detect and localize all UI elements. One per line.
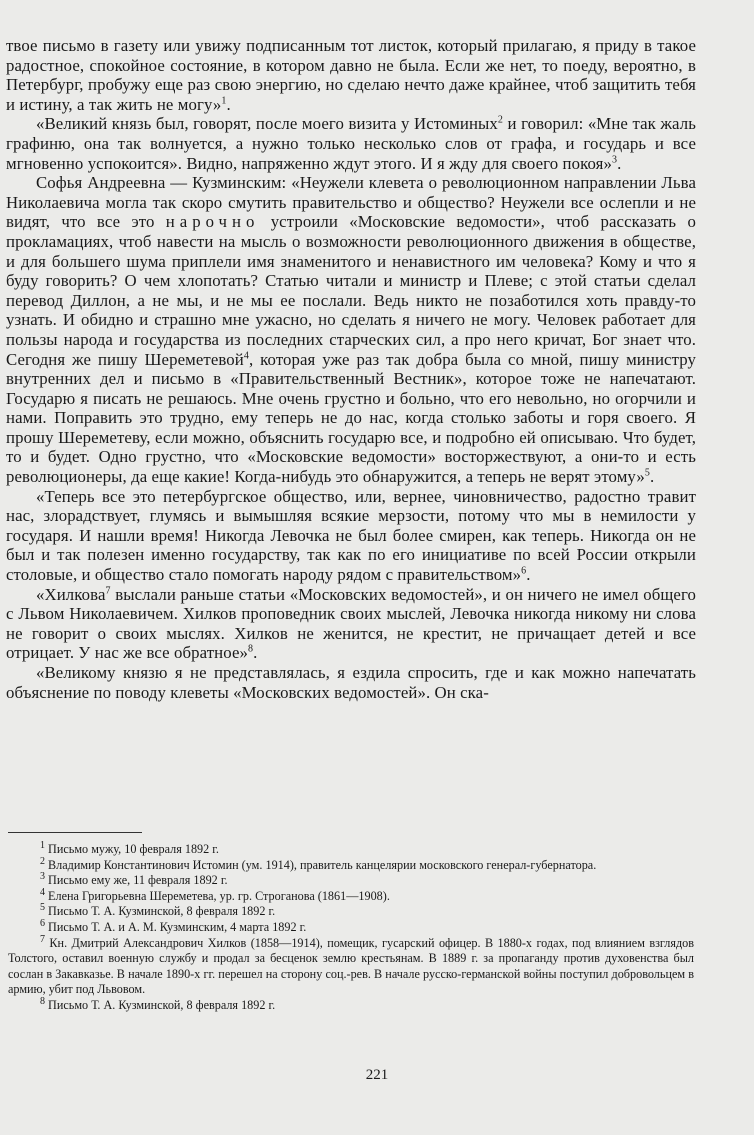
footnote-text: Письмо Т. А. и А. М. Кузминским, 4 марта 1892 г.	[48, 919, 307, 934]
footnote-text: Письмо ему же, 11 февраля 1892 г.	[48, 873, 228, 888]
footnote-number: 4	[40, 886, 45, 898]
page-number: 221	[365, 1067, 389, 1083]
footnote-separator	[8, 832, 142, 833]
footnote-text: Владимир Константинович Истомин (ум. 1914), правитель канцелярии московского генерал-губернатора.	[48, 857, 597, 872]
paragraph	[6, 585, 696, 663]
footnote	[8, 995, 694, 1014]
footnote-number: 8	[40, 995, 45, 1007]
footnote	[8, 839, 694, 858]
footnote-ref: 3	[611, 153, 618, 165]
text-run: .	[526, 565, 531, 585]
footnote-number: 1	[40, 839, 45, 851]
footnote	[8, 886, 694, 905]
footnote-ref: 2	[497, 114, 504, 126]
text-run: Софья Андреевна — Кузминским: «Неужели клевета о революционном направлении Льва Николаевича могла так скоро смутить правительство и общество? Неужели все ослепли и не видят, что все это	[6, 173, 696, 232]
footnote-number: 3	[40, 871, 45, 883]
paragraph	[6, 114, 696, 173]
footnote-ref: 4	[243, 349, 249, 361]
footnote-text: Письмо мужу, 10 февраля 1892 г.	[48, 842, 219, 856]
text-run: «Хилкова	[36, 584, 106, 604]
footnote	[8, 855, 694, 874]
footnote	[8, 873, 694, 889]
spaced-emphasis: нарочно	[165, 212, 260, 232]
footnote-ref: 7	[105, 585, 111, 597]
footnote	[8, 917, 694, 936]
footnote-ref: 1	[221, 95, 227, 107]
footnote-text: Елена Григорьевна Шереметева, ур. гр. Строганова (1861—1908).	[48, 888, 390, 903]
text-run: «Теперь все это петербургское общество, или, вернее, чиновничество, радостно травит нас, злорадствует, глумясь и вымышляя всякие мерзости, потому что мы в немилости у государя. И нашли время! Никогда Левочка не был более смирен, как теперь. Никогда он не был и так полезен именно государству, так как по его инициативе по всей России открыли столовые, и общество стало помогать народу рядом с правительством»	[6, 486, 696, 585]
footnote	[8, 904, 694, 920]
text-run: «Великому князю я не представлялась, я ездила спросить, где и как можно напечатать объяснение по поводу клеветы «Московских ведомостей». Он ска-	[6, 663, 696, 702]
paragraph	[6, 173, 696, 487]
text-run: .	[617, 153, 622, 173]
text-run: .	[226, 94, 231, 114]
text-run: .	[253, 643, 258, 663]
text-run: «Великий князь был, говорят, после моего визита у Истоминых	[36, 114, 498, 134]
footnote-text: Письмо Т. А. Кузминской, 8 февраля 1892 г.	[48, 904, 276, 919]
footnote-number: 6	[40, 917, 45, 929]
footnote-text: Письмо Т. А. Кузминской, 8 февраля 1892 г.	[48, 997, 276, 1012]
paragraph	[6, 36, 696, 114]
text-run: устроили «Московские ведомости», чтоб рассказать о прокламациях, чтоб навести на мысль о возможности революционного движения в обществе, и для большего шума приплели имя знаменитого и ненавистного им человека? Кому и что я буду говорить? О чем хлопотать? Статью читали и министр и Плеве; с этой статьи сделал перевод Диллон, а не мы, и не мы ее послали. Ведь никто не позаботился хоть правду-то узнать. И обидно и страшно мне ужасно, но сделать я ничего не могу. Человек работает для пользы народа и государства из последних старческих сил, а про него кричат, Бог знает что. Сегодня же пишу Шереметевой	[6, 212, 696, 369]
footnotes-block	[8, 839, 695, 1014]
footnote	[8, 933, 695, 998]
paragraph	[6, 663, 696, 702]
text-run: выслали раньше статьи «Московских ведомостей», и он ничего не имел общего с Львом Николаевичем. Хилков проповедник своих мыслей, Левочка никогда никому ни слова не говорит о своих мыслях. Хилков не женится, не крестит, не причащает детей и все отрицает. У нас же все обратное»	[6, 584, 696, 663]
footnote-number: 7	[40, 933, 45, 945]
text-run: .	[649, 467, 655, 487]
footnote-text: Кн. Дмитрий Александрович Хилков (1858—1914), помещик, гусарский офицер. В 1880-х годах, под влиянием взглядов Толстого, оставил военную службу и продал за бесценок землю крестьянам. В 1889 г. за пропаганду против духовенства был сослан в Закавказье. В начале 1890-х гг. перешел на сторону соц.-рев. В начале русско-германской войны поступил добровольцем в армию, убит под Львовом.	[8, 935, 695, 997]
text-run: , которая уже раз так добра была со мной, пишу министру внутренних дел и письмо в «Правительственный Вестник», которое тоже не напечатают. Государю я писать не решаюсь. Мне очень грустно и больно, что его невольно, но огорчили и нами. Поправить это трудно, ему теперь не до нас, когда столько заботы и горя своего. Я прошу Шереметеву, если можно, объяснить государю все, и подробно ей описываю. Что будет, то и будет. Одно грустно, что «Московские ведомости» восторжествуют, а они-то и есть революционеры, да еще какие! Когда-нибудь это обнаружится, а теперь не верят этому»	[6, 349, 696, 487]
paragraph	[6, 487, 696, 585]
footnote-ref: 6	[521, 565, 527, 577]
footnote-ref: 5	[644, 467, 650, 479]
footnote-ref: 8	[248, 643, 254, 655]
footnote-number: 2	[40, 855, 45, 867]
footnote-number: 5	[40, 902, 45, 914]
text-run: и говорил: «Мне так жаль графиню, она так волнуется, а нужно только несколько слов от графа, и государь и все мгновенно успокоится». Видно, напряженно ждут этого. И я жду для своего покоя»	[6, 114, 696, 173]
main-text-body	[6, 36, 696, 702]
text-run: твое письмо в газету или увижу подписанным тот листок, который прилагаю, я приду в такое радостное, спокойное состояние, в котором давно не была. Если же нет, то поеду, вероятно, в Петербург, пробужу еще раз свою энергию, но сделаю нечто даже крайнее, чтоб защитить тебя и истину, а так жить не могу»	[6, 36, 696, 114]
